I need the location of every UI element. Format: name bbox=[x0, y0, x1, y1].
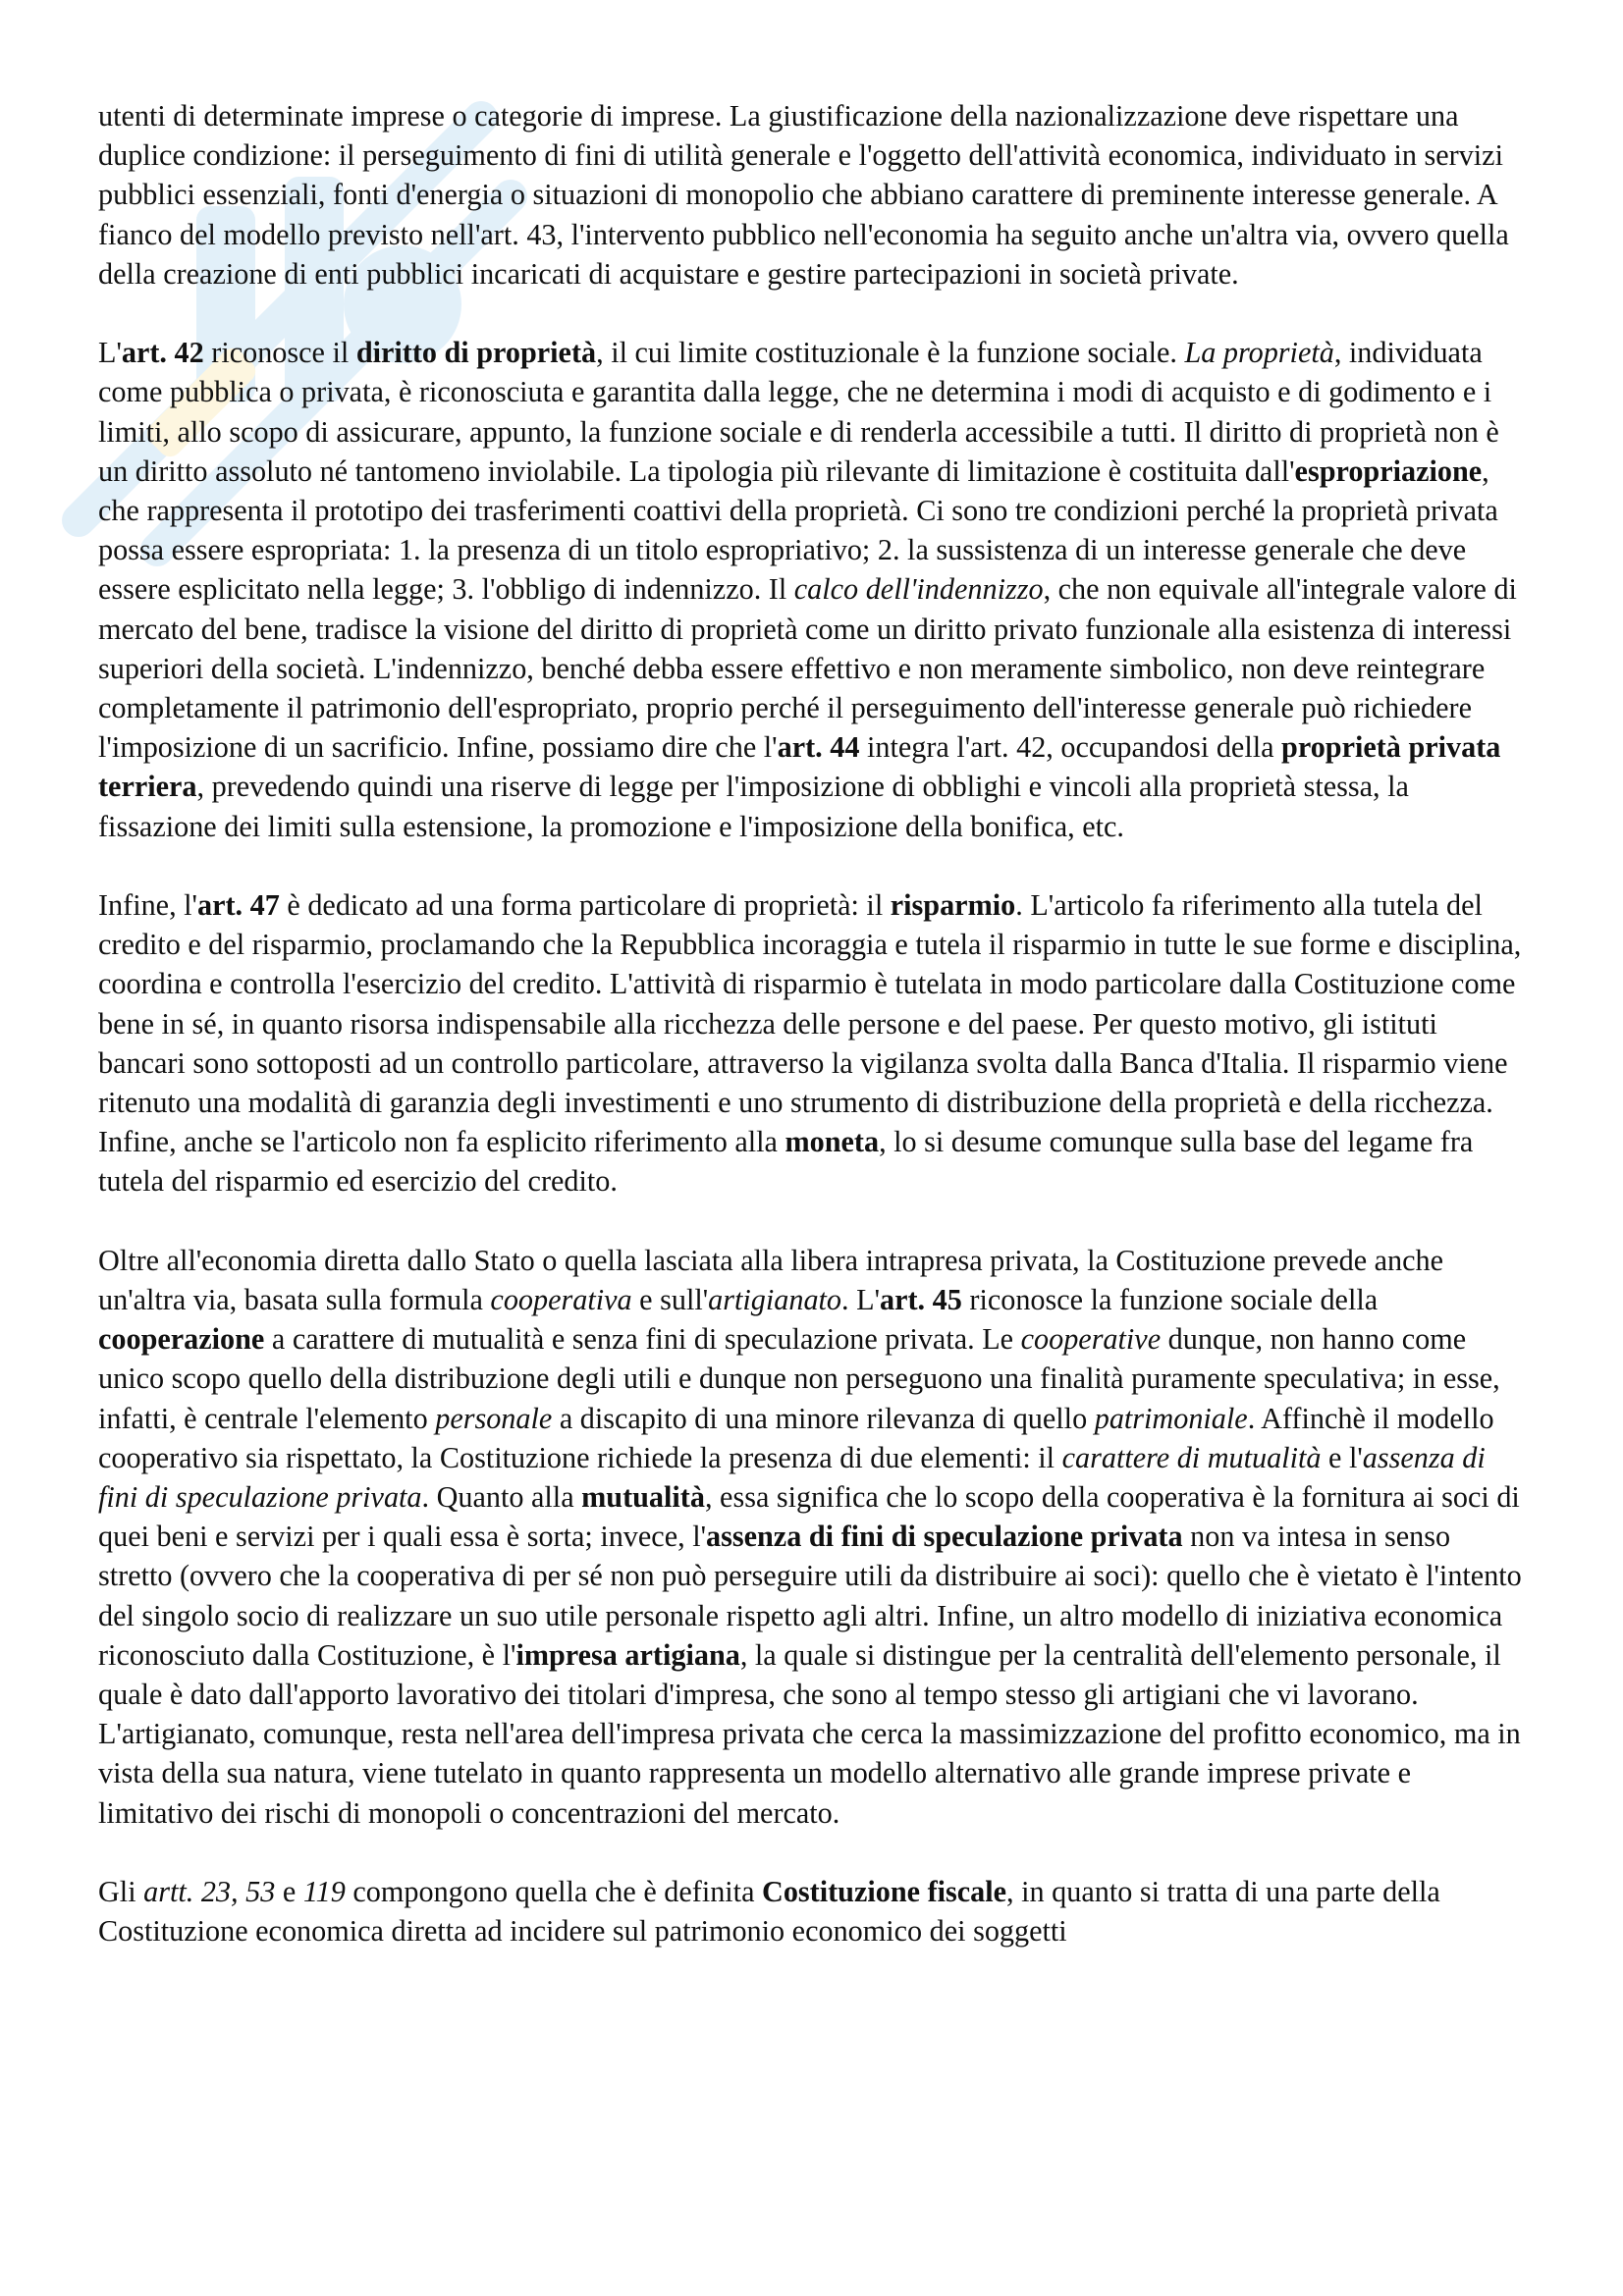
text-run: . L'articolo fa riferimento alla tutela del credito e del risparmio, proclamando che la Repubblica incoraggia e tutela il risparmio in tutte le sue forme e disciplina, coordina e controlla l'esercizio del credito. L'attività di risparmio è tutelata in modo particolare dalla Costituzione come bene in sé, in quanto risorsa indispensabile alla ricchezza delle persone e del paese. Per questo motivo, gli istituti bancari sono sottoposti ad un controllo particolare, attraverso la vigilanza svolta dalla Banca d'Italia. Il risparmio viene ritenuto una modalità di garanzia degli investimenti e uno strumento di distribuzione della proprietà e della ricchezza. Infine, anche se l'articolo non fa esplicito riferimento alla bbox=[98, 888, 1522, 1159]
text-run: , individuata come pubblica o privata, è riconosciuta e garantita dalla legge, che ne determina i modi di acquisto e di godimento e i limiti, allo scopo di assicurare, appunto, la funzione sociale e di renderla accessibile a tutti. Il diritto di proprietà non è un diritto assoluto né tantomeno inviolabile. La tipologia più rilevante di limitazione è costituita dall' bbox=[98, 336, 1499, 488]
bold-term: diritto di proprietà bbox=[355, 336, 597, 370]
paragraph-3 bbox=[98, 885, 1532, 1201]
text-run: , che rappresenta il prototipo dei trasferimenti coattivi della proprietà. Ci sono tre condizioni perché la proprietà privata possa essere espropriata: 1. la presenza di un titolo espropriativo; 2. la sussistenza di un interesse generale che deve essere esplicitato nella legge; 3. l'obbligo di indennizzo. Il bbox=[98, 454, 1498, 607]
italic-term: La proprietà bbox=[1184, 336, 1334, 370]
italic-term: patrimoniale bbox=[1094, 1401, 1248, 1435]
bold-term: moneta bbox=[784, 1125, 880, 1159]
paragraph-4 bbox=[98, 1241, 1532, 1833]
text-run: Gli bbox=[98, 1875, 144, 1909]
italic-term: artt. 23, 53 bbox=[143, 1875, 276, 1909]
bold-term: art. 45 bbox=[880, 1283, 962, 1317]
paragraph-1 bbox=[98, 96, 1532, 294]
text-run: dunque, non hanno come unico scopo quello della distribuzione degli utili e dunque non perseguono una finalità puramente speculativa; in esse, infatti, è centrale l'elemento bbox=[98, 1322, 1500, 1435]
text-run: L' bbox=[98, 336, 122, 370]
paragraph-5 bbox=[98, 1872, 1532, 1950]
text-run: , in quanto si tratta di una parte della Costituzione economica diretta ad incidere sul patrimonio economico dei soggetti bbox=[98, 1875, 1440, 1949]
text-run: . Quanto alla bbox=[421, 1480, 582, 1515]
text-run: e sull' bbox=[631, 1283, 709, 1317]
bold-term: art. 42 bbox=[121, 336, 204, 370]
text-run: riconosce il bbox=[203, 336, 356, 370]
bold-term: Costituzione fiscale bbox=[762, 1875, 1007, 1909]
text-run: non va intesa in senso stretto (ovvero che la cooperativa di per sé non può perseguire utili da distribuire ai soci): quello che è vietato è l'intento del singolo socio di realizzare un suo utile personale rispetto agli altri. Infine, un altro modello di iniziativa economica riconosciuto dalla Costituzione, è l' bbox=[98, 1520, 1522, 1672]
text-run: , lo si desume comunque sulla base del legame fra tutela del risparmio ed esercizio del credito. bbox=[98, 1125, 1474, 1199]
bold-term: risparmio bbox=[890, 888, 1016, 923]
bold-term: proprietà privata terriera bbox=[98, 730, 1501, 804]
text-run: , la quale si distingue per la centralità dell'elemento personale, il quale è dato dall'apporto lavorativo dei titolari d'impresa, che sono al tempo stesso gli artigiani che vi lavorano. L'artigianato, comunque, resta nell'area dell'impresa privata che cerca la massimizzazione del profitto economico, ma in vista della sua natura, viene tutelato in quanto rappresenta un modello alternativo alle grande imprese private e limitativo dei rischi di monopoli o concentrazioni del mercato. bbox=[98, 1637, 1521, 1830]
paragraph-2 bbox=[98, 333, 1532, 846]
bold-term: impresa artigiana bbox=[515, 1637, 740, 1672]
text-run: a discapito di una minore rilevanza di quello bbox=[552, 1401, 1095, 1435]
text-run: , prevedendo quindi una riserve di legge per l'imposizione di obblighi e vincoli alla proprietà stessa, la fissazione dei limiti sulla estensione, la promozione e l'imposizione della bonifica, etc. bbox=[98, 770, 1409, 843]
bold-term: espropriazione bbox=[1294, 454, 1483, 488]
text-run: e bbox=[275, 1875, 303, 1909]
italic-term: cooperative bbox=[1020, 1322, 1162, 1357]
bold-term: cooperazione bbox=[98, 1322, 265, 1357]
text-run: a carattere di mutualità e senza fini di speculazione privata. Le bbox=[264, 1322, 1021, 1357]
bold-term: mutualità bbox=[581, 1480, 705, 1515]
bold-term: art. 44 bbox=[777, 730, 860, 765]
document-page bbox=[98, 96, 1532, 1950]
italic-term: cooperativa bbox=[490, 1283, 632, 1317]
text-run: è dedicato ad una forma particolare di proprietà: il bbox=[279, 888, 891, 923]
text-run: , essa significa che lo scopo della cooperativa è la fornitura ai soci di quei beni e servizi per i quali essa è sorta; invece, l' bbox=[98, 1480, 1520, 1554]
text-run: . L' bbox=[841, 1283, 881, 1317]
italic-term: 119 bbox=[302, 1875, 346, 1909]
text-run: riconosce la funzione sociale della bbox=[961, 1283, 1379, 1317]
text-run: compongono quella che è definita bbox=[345, 1875, 763, 1909]
text-run: . Affinchè il modello cooperativo sia rispettato, la Costituzione richiede la presenza di due elementi: il bbox=[98, 1401, 1494, 1474]
text-run: , il cui limite costituzionale è la funzione sociale. bbox=[596, 336, 1185, 370]
italic-term: calco dell'indennizzo bbox=[793, 572, 1044, 607]
bold-term: assenza di fini di speculazione privata bbox=[706, 1520, 1183, 1554]
italic-term: assenza di fini di speculazione privata bbox=[98, 1440, 1486, 1515]
text-run: e l' bbox=[1321, 1440, 1363, 1474]
italic-term: personale bbox=[435, 1401, 553, 1435]
italic-term: artigianato bbox=[708, 1283, 842, 1317]
text-run: , che non equivale all'integrale valore di mercato del bene, tradisce la visione del diritto di proprietà come un diritto privato funzionale alla esistenza di interessi superiori della società. L'indennizzo, benché debba essere effettivo e non meramente simbolico, non deve reintegrare completamente il patrimonio dell'espropriato, proprio perché il perseguimento dell'interesse generale può richiedere l'imposizione di un sacrificio. Infine, possiamo dire che l' bbox=[98, 572, 1517, 765]
text-run: Infine, l' bbox=[98, 888, 197, 923]
text-run: utenti di determinate imprese o categorie di imprese. La giustificazione della nazionalizzazione deve rispettare una duplice condizione: il perseguimento di fini di utilità generale e l'oggetto dell'attività economica, individuato in servizi pubblici essenziali, fonti d'energia o situazioni di monopolio che abbiano carattere di preminente interesse generale. A fianco del modello previsto nell'art. 43, l'intervento pubblico nell'economia ha seguito anche un'altra via, ovvero quella della creazione di enti pubblici incaricati di acquistare e gestire partecipazioni in società private. bbox=[98, 99, 1509, 291]
text-run: Oltre all'economia diretta dallo Stato o quella lasciata alla libera intrapresa privata, la Costituzione prevede anche un'altra via, basata sulla formula bbox=[98, 1243, 1444, 1317]
text-run: integra l'art. 42, occupandosi della bbox=[859, 730, 1282, 765]
italic-term: carattere di mutualità bbox=[1061, 1440, 1322, 1474]
bold-term: art. 47 bbox=[197, 888, 280, 923]
